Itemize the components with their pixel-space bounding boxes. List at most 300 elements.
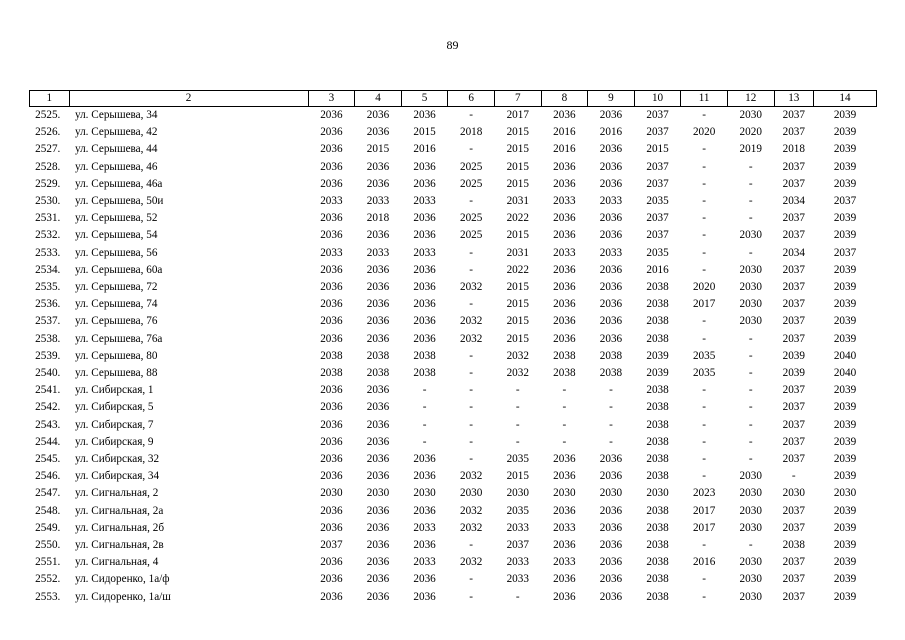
row-number: 2534.: [35, 263, 61, 276]
year-cell: 2036: [413, 212, 436, 225]
year-cell: 2037: [782, 177, 805, 190]
year-cell: 2038: [646, 453, 669, 466]
data-table: [29, 90, 877, 606]
year-cell: 2039: [833, 556, 857, 569]
table-row: [30, 537, 877, 554]
year-cell: 2036: [553, 453, 576, 466]
column-header: 5: [401, 91, 448, 107]
year-cell: -: [702, 539, 706, 552]
year-cell: 2037: [646, 229, 669, 242]
year-cell: 2015: [506, 143, 529, 156]
year-cell: 2016: [692, 556, 716, 569]
year-cell: -: [469, 453, 474, 466]
year-cell: 2037: [833, 246, 857, 259]
address-cell: ул. Серышева, 34: [75, 109, 158, 121]
year-cell: 2034: [782, 246, 805, 259]
year-cell: 2039: [833, 281, 857, 294]
year-cell: 2017: [692, 298, 716, 311]
year-cell: 2038: [646, 435, 669, 448]
column-header: 12: [727, 91, 774, 107]
row-number: 2542.: [35, 401, 61, 414]
year-cell: 2033: [413, 521, 436, 534]
year-cell: 2037: [782, 521, 805, 534]
year-cell: -: [469, 384, 474, 397]
year-cell: 2036: [413, 470, 436, 483]
year-cell: -: [748, 453, 753, 466]
year-cell: 2033: [553, 521, 576, 534]
year-cell: -: [469, 435, 474, 448]
year-cell: 2036: [366, 281, 390, 294]
year-cell: 2036: [320, 384, 343, 397]
year-cell: 2031: [506, 246, 529, 259]
year-cell: 2039: [833, 573, 857, 586]
address-cell: ул. Сигнальная, 2б: [75, 521, 165, 534]
year-cell: 2036: [320, 573, 343, 586]
row-number: 2536.: [35, 298, 61, 311]
year-cell: -: [469, 573, 474, 586]
column-header: 11: [681, 91, 728, 107]
table-row: [30, 193, 877, 210]
year-cell: 2039: [782, 349, 805, 362]
year-cell: 2036: [320, 521, 343, 534]
column-header: 14: [814, 91, 877, 107]
year-cell: -: [702, 384, 706, 397]
year-cell: 2037: [782, 263, 805, 276]
year-cell: 2038: [366, 367, 390, 380]
year-cell: -: [702, 453, 706, 466]
year-cell: 2038: [646, 573, 669, 586]
year-cell: 2036: [320, 332, 343, 345]
table-row: [30, 313, 877, 330]
column-header: 9: [588, 91, 635, 107]
year-cell: -: [702, 418, 706, 431]
year-cell: 2036: [599, 539, 623, 552]
year-cell: 2038: [646, 332, 669, 345]
year-cell: 2030: [782, 487, 805, 500]
year-cell: 2033: [413, 246, 436, 259]
year-cell: 2037: [782, 556, 805, 569]
year-cell: 2036: [599, 298, 623, 311]
year-cell: -: [748, 418, 753, 431]
year-cell: 2037: [320, 539, 343, 552]
year-cell: 2038: [320, 367, 343, 380]
address-cell: ул. Серышева, 76: [75, 315, 158, 328]
table-row: [30, 451, 877, 468]
table-row: [30, 107, 877, 125]
year-cell: 2036: [413, 573, 436, 586]
year-cell: 2039: [646, 367, 669, 380]
row-number: 2527.: [35, 143, 61, 156]
address-cell: ул. Сигнальная, 2в: [75, 539, 164, 552]
year-cell: 2018: [459, 126, 483, 139]
year-cell: 2030: [320, 487, 343, 500]
year-cell: 2036: [553, 281, 576, 294]
row-number: 2540.: [35, 367, 61, 380]
year-cell: 2032: [459, 556, 483, 569]
year-cell: 2036: [553, 177, 576, 190]
year-cell: -: [422, 435, 427, 448]
year-cell: 2039: [833, 160, 857, 173]
row-number: 2549.: [35, 521, 61, 534]
column-header: 7: [494, 91, 541, 107]
year-cell: -: [702, 212, 706, 225]
year-cell: 2025: [459, 212, 483, 225]
year-cell: 2036: [413, 177, 436, 190]
year-cell: 2036: [413, 590, 436, 603]
year-cell: 2033: [366, 246, 390, 259]
year-cell: -: [702, 332, 706, 345]
year-cell: 2023: [692, 487, 716, 500]
year-cell: 2036: [599, 556, 623, 569]
year-cell: 2036: [320, 263, 343, 276]
year-cell: 2037: [646, 160, 669, 173]
year-cell: 2034: [782, 195, 805, 208]
row-number: 2545.: [35, 453, 61, 466]
year-cell: 2036: [366, 298, 390, 311]
table-row: [30, 571, 877, 588]
year-cell: 2015: [506, 332, 529, 345]
row-number: 2525.: [35, 109, 61, 121]
year-cell: 2030: [739, 521, 762, 534]
year-cell: 2036: [599, 229, 623, 242]
year-cell: -: [469, 418, 474, 431]
year-cell: 2030: [739, 590, 762, 603]
year-cell: 2037: [782, 212, 805, 225]
column-header: 13: [774, 91, 814, 107]
year-cell: 2025: [459, 229, 483, 242]
year-cell: 2030: [646, 487, 669, 500]
year-cell: 2038: [646, 521, 669, 534]
year-cell: 2039: [833, 298, 857, 311]
year-cell: 2036: [320, 281, 343, 294]
year-cell: -: [748, 195, 753, 208]
address-cell: ул. Сигнальная, 2: [75, 487, 159, 500]
row-number: 2526.: [35, 126, 61, 139]
year-cell: -: [469, 590, 474, 603]
year-cell: -: [469, 246, 474, 259]
year-cell: 2038: [646, 298, 669, 311]
year-cell: 2032: [459, 281, 483, 294]
year-cell: 2039: [833, 177, 857, 190]
year-cell: -: [469, 539, 474, 552]
year-cell: 2036: [366, 109, 390, 121]
year-cell: -: [748, 401, 753, 414]
table-row: [30, 589, 877, 606]
year-cell: -: [469, 195, 474, 208]
year-cell: 2036: [413, 504, 436, 517]
year-cell: 2030: [739, 298, 762, 311]
year-cell: 2030: [366, 487, 390, 500]
year-cell: -: [702, 263, 706, 276]
row-number: 2537.: [35, 315, 61, 328]
year-cell: 2036: [553, 263, 576, 276]
year-cell: 2035: [692, 367, 716, 380]
year-cell: 2035: [646, 195, 669, 208]
year-cell: 2036: [366, 453, 390, 466]
row-number: 2543.: [35, 418, 61, 431]
year-cell: 2039: [833, 521, 857, 534]
year-cell: 2037: [782, 418, 805, 431]
year-cell: -: [702, 109, 706, 121]
year-cell: 2036: [553, 212, 576, 225]
year-cell: 2039: [833, 435, 857, 448]
year-cell: 2037: [782, 573, 805, 586]
year-cell: 2036: [553, 504, 576, 517]
year-cell: -: [562, 384, 567, 397]
year-cell: 2037: [782, 332, 805, 345]
year-cell: -: [748, 435, 753, 448]
row-number: 2529.: [35, 177, 61, 190]
year-cell: 2030: [833, 487, 857, 500]
year-cell: 2025: [459, 160, 483, 173]
year-cell: 2038: [320, 349, 343, 362]
year-cell: 2032: [506, 367, 529, 380]
row-number: 2541.: [35, 384, 61, 397]
year-cell: 2030: [459, 487, 483, 500]
year-cell: 2036: [366, 556, 390, 569]
year-cell: 2037: [782, 109, 805, 121]
address-cell: ул. Серышева, 46: [75, 160, 158, 173]
year-cell: 2036: [599, 332, 623, 345]
year-cell: 2038: [413, 367, 436, 380]
year-cell: 2037: [782, 384, 805, 397]
year-cell: 2036: [553, 539, 576, 552]
year-cell: 2022: [506, 212, 529, 225]
year-cell: 2039: [833, 504, 857, 517]
address-cell: ул. Серышева, 76а: [75, 332, 163, 345]
year-cell: 2036: [599, 160, 623, 173]
year-cell: 2015: [506, 281, 529, 294]
table-row: [30, 348, 877, 365]
year-cell: 2036: [599, 315, 623, 328]
year-cell: 2036: [366, 384, 390, 397]
row-number: 2548.: [35, 504, 61, 517]
year-cell: 2036: [320, 556, 343, 569]
year-cell: 2039: [833, 590, 857, 603]
year-cell: 2031: [506, 195, 529, 208]
year-cell: 2036: [599, 143, 623, 156]
year-cell: 2036: [366, 418, 390, 431]
year-cell: 2036: [599, 573, 623, 586]
year-cell: 2036: [320, 418, 343, 431]
year-cell: 2015: [506, 177, 529, 190]
year-cell: 2036: [366, 177, 390, 190]
year-cell: 2036: [553, 590, 576, 603]
column-header: 4: [355, 91, 402, 107]
year-cell: 2033: [599, 195, 623, 208]
year-cell: 2038: [646, 384, 669, 397]
year-cell: -: [469, 401, 474, 414]
row-number: 2544.: [35, 435, 61, 448]
row-number: 2550.: [35, 539, 61, 552]
year-cell: 2017: [506, 109, 529, 121]
year-cell: 2030: [739, 487, 762, 500]
year-cell: -: [609, 384, 613, 397]
year-cell: 2015: [506, 315, 529, 328]
year-cell: 2038: [646, 470, 669, 483]
year-cell: 2039: [833, 384, 857, 397]
year-cell: 2036: [320, 315, 343, 328]
year-cell: 2032: [459, 315, 483, 328]
year-cell: 2036: [553, 229, 576, 242]
row-number: 2553.: [35, 590, 61, 603]
year-cell: 2016: [553, 143, 576, 156]
year-cell: 2036: [413, 263, 436, 276]
year-cell: 2025: [459, 177, 483, 190]
year-cell: 2033: [320, 246, 343, 259]
year-cell: -: [422, 401, 427, 414]
row-number: 2538.: [35, 332, 61, 345]
year-cell: 2033: [413, 195, 436, 208]
address-cell: ул. Сидоренко, 1а/ш: [75, 590, 171, 603]
year-cell: 2036: [553, 160, 576, 173]
year-cell: 2038: [646, 401, 669, 414]
year-cell: 2038: [646, 539, 669, 552]
year-cell: 2018: [782, 143, 805, 156]
year-cell: -: [515, 401, 520, 414]
column-header: 6: [448, 91, 495, 107]
year-cell: -: [422, 384, 427, 397]
address-cell: ул. Серышева, 50и: [75, 195, 164, 208]
year-cell: 2037: [506, 539, 529, 552]
year-cell: 2035: [646, 246, 669, 259]
table-row: [30, 159, 877, 176]
year-cell: 2038: [553, 367, 576, 380]
column-header: 2: [69, 91, 308, 107]
year-cell: 2030: [739, 263, 762, 276]
year-cell: 2039: [782, 367, 805, 380]
column-header: 10: [634, 91, 681, 107]
year-cell: 2037: [646, 109, 669, 121]
year-cell: 2036: [599, 504, 623, 517]
year-cell: 2038: [599, 349, 623, 362]
year-cell: 2038: [413, 349, 436, 362]
year-cell: 2036: [366, 126, 390, 139]
table-row: [30, 417, 877, 434]
year-cell: 2036: [413, 229, 436, 242]
year-cell: 2033: [320, 195, 343, 208]
table-row: [30, 227, 877, 244]
year-cell: 2036: [553, 298, 576, 311]
year-cell: 2036: [320, 401, 343, 414]
year-cell: 2016: [553, 126, 576, 139]
year-cell: 2036: [599, 590, 623, 603]
year-cell: -: [748, 367, 753, 380]
year-cell: 2030: [599, 487, 623, 500]
year-cell: -: [702, 143, 706, 156]
column-header: 3: [308, 91, 355, 107]
year-cell: 2036: [320, 298, 343, 311]
year-cell: 2038: [782, 539, 805, 552]
year-cell: 2019: [739, 143, 762, 156]
table-row: [30, 141, 877, 158]
year-cell: 2036: [413, 332, 436, 345]
year-cell: 2038: [646, 556, 669, 569]
year-cell: -: [702, 470, 706, 483]
year-cell: 2030: [413, 487, 436, 500]
year-cell: 2036: [366, 590, 390, 603]
table-row: [30, 554, 877, 571]
address-cell: ул. Сибирская, 9: [75, 435, 154, 448]
table-row: [30, 331, 877, 348]
year-cell: 2030: [739, 556, 762, 569]
address-cell: ул. Сибирская, 5: [75, 401, 154, 414]
table-row: [30, 176, 877, 193]
row-number: 2533.: [35, 246, 61, 259]
year-cell: 2036: [320, 470, 343, 483]
year-cell: 2036: [366, 401, 390, 414]
year-cell: 2037: [782, 401, 805, 414]
year-cell: -: [515, 418, 520, 431]
address-cell: ул. Серышева, 74: [75, 298, 158, 311]
year-cell: 2039: [833, 418, 857, 431]
year-cell: -: [469, 367, 474, 380]
page-number: 89: [446, 38, 459, 52]
year-cell: -: [702, 401, 706, 414]
year-cell: 2032: [506, 349, 529, 362]
row-number: 2546.: [35, 470, 61, 483]
year-cell: -: [469, 263, 474, 276]
year-cell: 2036: [413, 160, 436, 173]
year-cell: 2039: [833, 263, 857, 276]
year-cell: -: [515, 590, 520, 603]
address-cell: ул. Сибирская, 7: [75, 418, 154, 431]
address-cell: ул. Серышева, 72: [75, 281, 158, 294]
row-number: 2530.: [35, 195, 61, 208]
year-cell: 2020: [692, 281, 716, 294]
year-cell: 2015: [506, 160, 529, 173]
address-cell: ул. Серышева, 80: [75, 349, 158, 362]
address-cell: ул. Сибирская, 1: [75, 384, 154, 397]
year-cell: 2036: [599, 453, 623, 466]
row-number: 2551.: [35, 556, 61, 569]
year-cell: 2022: [506, 263, 529, 276]
year-cell: 2036: [320, 435, 343, 448]
address-cell: ул. Серышева, 56: [75, 246, 158, 259]
year-cell: 2017: [692, 521, 716, 534]
year-cell: -: [562, 401, 567, 414]
year-cell: 2039: [833, 315, 857, 328]
year-cell: 2036: [366, 332, 390, 345]
year-cell: 2018: [366, 212, 390, 225]
year-cell: 2030: [739, 281, 762, 294]
year-cell: 2015: [366, 143, 390, 156]
year-cell: 2030: [739, 470, 762, 483]
year-cell: 2040: [833, 349, 857, 362]
row-number: 2528.: [35, 160, 61, 173]
year-cell: 2039: [646, 349, 669, 362]
year-cell: 2016: [599, 126, 623, 139]
year-cell: 2036: [413, 315, 436, 328]
year-cell: 2036: [413, 539, 436, 552]
year-cell: 2039: [833, 212, 857, 225]
year-cell: 2032: [459, 332, 483, 345]
address-cell: ул. Сидоренко, 1а/ф: [75, 573, 170, 586]
year-cell: -: [609, 418, 613, 431]
year-cell: 2030: [739, 573, 762, 586]
year-cell: 2037: [833, 195, 857, 208]
year-cell: -: [702, 315, 706, 328]
year-cell: 2036: [599, 263, 623, 276]
year-cell: 2037: [646, 126, 669, 139]
year-cell: -: [748, 177, 753, 190]
year-cell: 2035: [506, 504, 529, 517]
address-cell: ул. Серышева, 60а: [75, 263, 163, 276]
year-cell: 2039: [833, 539, 857, 552]
year-cell: 2036: [320, 590, 343, 603]
year-cell: -: [748, 246, 753, 259]
year-cell: -: [748, 384, 753, 397]
